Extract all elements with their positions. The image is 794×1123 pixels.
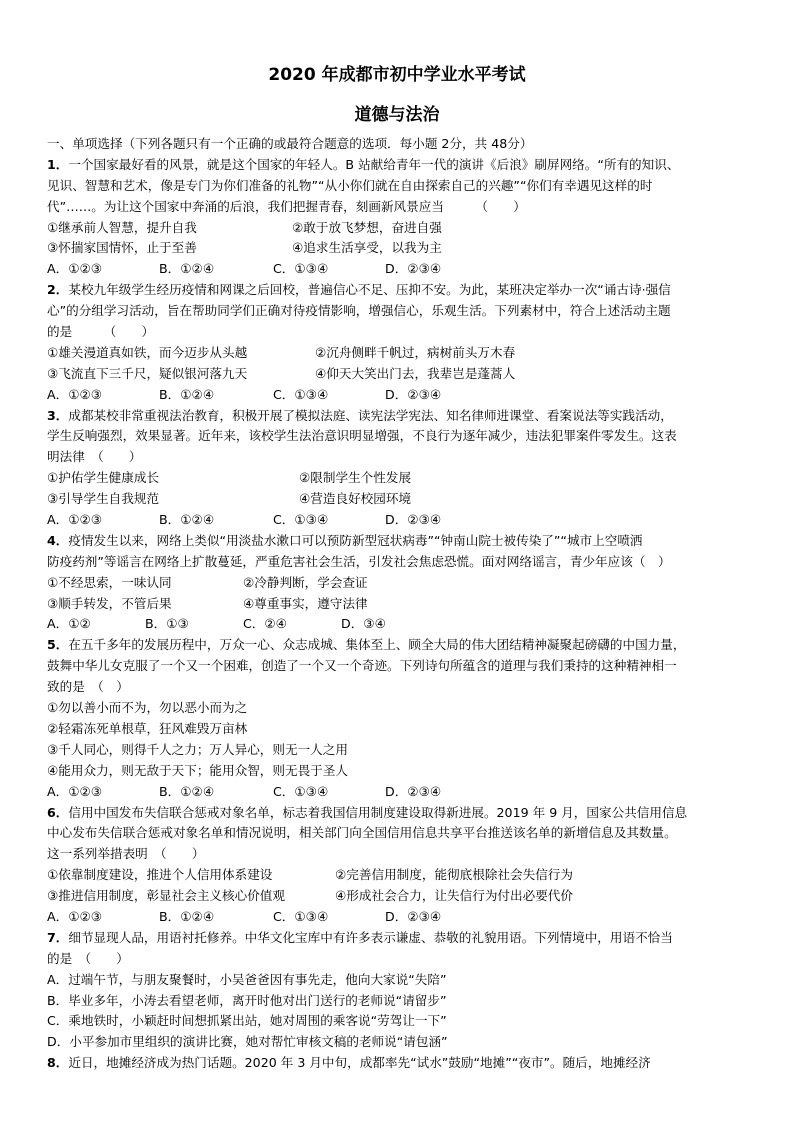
choice-b: B．①②④: [159, 386, 215, 402]
item: ①依靠制度建设，推进个人信用体系建设: [47, 867, 273, 883]
exam-content: [47, 134, 762, 1074]
question-number: 1．: [47, 156, 69, 172]
question-8-line-1: [47, 1053, 762, 1074]
question-6-line-2: 中心发布失信联合惩戒对象名单和情况说明，相关部门向全国信用信息共享平台推送该名单的新增信息及其数量。: [47, 825, 677, 841]
choice-b: B．①②④: [159, 261, 215, 277]
question-7-option-c: C．乘地铁时，小颖赶时间想抓紧出站，她对周围的乘客说“劳驾让一下”: [47, 1013, 447, 1029]
question-1-items-row-1: [47, 218, 762, 239]
question-5-item-1: ①勿以善小而不为，勿以恶小而为之: [47, 700, 248, 716]
question-1-items-row-2: [47, 238, 762, 259]
item: ①继承前人智慧，提升自我: [47, 219, 197, 235]
question-6-choices: [47, 907, 762, 928]
question-2-line-2: 心”的分组学习活动，旨在帮助同学们正确对待疫情影响，增强信心，乐观生活。下列素材中，符合上述活动主题: [47, 303, 671, 319]
item: ④追求生活享受，以我为主: [292, 240, 442, 256]
question-2-line-1: [47, 280, 762, 301]
question-6-items-row-2: [47, 886, 762, 907]
question-1-line-1: [47, 155, 762, 176]
choice-a: A．①②③: [47, 386, 103, 402]
question-number: 2．: [47, 282, 69, 298]
item: ④形成社会合力，让失信行为付出必要代价: [335, 888, 573, 904]
choice-a: A．①②③: [47, 512, 103, 528]
item: ②敢于放飞梦想，奋进自强: [292, 219, 442, 235]
question-2-items-row-1: [47, 343, 762, 364]
question-4-line-1: [47, 531, 762, 552]
choice-a: A．①②③: [47, 783, 103, 799]
question-text: 某校九年级学生经历疫情和网课之后回校，普遍信心不足、压抑不安。为此，某班决定举办一次“诵古诗·强信: [68, 282, 671, 298]
question-number: 3．: [47, 407, 69, 423]
item: ③引导学生自我规范: [47, 491, 160, 507]
question-4-items-row-2: [47, 594, 762, 615]
question-3-choices: [47, 510, 762, 531]
item: ①护佑学生健康成长: [47, 470, 160, 486]
question-3-items-row-1: [47, 468, 762, 489]
question-7-option-b: B．毕业多年，小涛去看望老师，离开时他对出门送行的老师说“请留步”: [47, 992, 447, 1008]
question-7-option-a: A．过端午节，与朋友聚餐时，小吴爸爸因有事先走，他向大家说“失陪”: [47, 971, 447, 987]
question-5-line-1: [47, 635, 762, 656]
question-text: 细节显现人品，用语衬托修养。中华文化宝库中有许多表示谦虚、恭敬的礼貌用语。下列情境中，用语不恰当: [68, 929, 673, 945]
choice-c: C．①③④: [273, 261, 329, 277]
question-4-choices: [47, 614, 762, 635]
question-3-line-3: 明法律 （ ）: [47, 449, 142, 465]
item: ②限制学生个性发展: [299, 470, 412, 486]
question-text: 一个国家最好看的风景，就是这个国家的年轻人。B 站献给青年一代的演讲《后浪》刷屏网络。“所有的知识、: [68, 156, 680, 172]
question-number: 8．: [47, 1055, 69, 1071]
choice-b: B．①②④: [159, 908, 215, 924]
question-number: 5．: [47, 637, 69, 653]
subject-title: 道德与法治: [354, 105, 440, 125]
question-3-line-2: 学生反响强烈，效果显著。近年来，该校学生法治意识明显增强，不良行为逐年减少，违法犯罪案件零发生。这表: [47, 428, 677, 444]
question-5-item-2: ②轻霜冻死单根草，狂风难毁万亩林: [47, 720, 248, 736]
choice-d: D．②③④: [385, 261, 442, 277]
choice-a: A．①②③: [47, 908, 103, 924]
choice-b: B．①②④: [159, 783, 215, 799]
question-text: 近日，地摊经济成为热门话题。2020 年 3 月中旬，成都率先“试水”鼓励“地摊”“夜市”。随后，地摊经济: [68, 1055, 651, 1071]
item: ④尊重事实，遵守法律: [243, 595, 368, 611]
choice-d: D．③④: [341, 616, 386, 632]
question-6-items-row-1: [47, 865, 762, 886]
question-number: 7．: [47, 929, 69, 945]
question-7-option-d: D．小平参加市里组织的演讲比赛，她对帮忙审核文稿的老师说“请包涵”: [47, 1034, 448, 1050]
choice-c: C．①③④: [273, 908, 329, 924]
choice-d: D．②③④: [385, 512, 442, 528]
question-number: 6．: [47, 804, 69, 820]
item: ④仰天大笑出门去，我辈岂是蓬蒿人: [315, 365, 516, 381]
choice-c: C．②④: [243, 616, 287, 632]
question-6-line-1: [47, 803, 762, 824]
question-6-line-3: 这一系列举措表明 （ ）: [47, 846, 205, 862]
item: ②沉舟侧畔千帆过，病树前头万木春: [315, 344, 516, 360]
item: ②冷静判断，学会查证: [243, 574, 368, 590]
choice-d: D．②③④: [385, 783, 442, 799]
question-2-items-row-2: [47, 364, 762, 385]
question-text: 在五千多年的发展历程中，万众一心、众志成城、集体至上、顾全大局的伟大团结精神凝聚起磅礴的中国力量，: [68, 637, 686, 653]
section-heading: 一、单项选择（下列各题只有一个正确的或最符合题意的选项．每小题 2分，共 48分）: [47, 136, 533, 151]
question-2-line-3: 的是 （ ）: [47, 324, 155, 340]
question-7-line-1: [47, 928, 762, 949]
question-5-choices: [47, 782, 762, 803]
choice-c: C．①③④: [273, 386, 329, 402]
question-1-line-3: 代”……。为让这个国家中奔涌的后浪，我们把握青春，刻画新风景应当 （ ）: [47, 198, 526, 214]
item: ③顺手转发，不管后果: [47, 595, 172, 611]
question-1-line-2: 见识、智慧和艺术，像是专门为你们准备的礼物”“从小你们就在自由探索自己的兴趣”“你们有幸遇见这样的时: [47, 177, 653, 193]
choice-c: C．①③④: [273, 512, 329, 528]
question-5-item-4: ④能用众力，则无敌于天下；能用众智，则无畏于圣人: [47, 762, 348, 778]
question-3-items-row-2: [47, 489, 762, 510]
item: ②完善信用制度，能彻底根除社会失信行为: [335, 867, 573, 883]
question-5-line-3: 致的是 （ ）: [47, 679, 129, 695]
choice-a: A．①②: [47, 616, 91, 632]
question-text: 信用中国发布失信联合惩戒对象名单，标志着我国信用制度建设取得新进展。2019 年 9 月，国家公共信用信息: [68, 804, 688, 820]
exam-title: 2020 年成都市初中学业水平考试: [268, 65, 526, 85]
question-7-line-2: 的是 （ ）: [47, 950, 129, 966]
item: ③怀揣家国情怀，止于至善: [47, 240, 197, 256]
question-5-line-2: 鼓舞中华儿女克服了一个又一个困难，创造了一个又一个奇迹。下列诗句所蕴含的道理与我们秉持的这种精神相一: [47, 658, 677, 674]
choice-a: A．①②③: [47, 261, 103, 277]
item: ①雄关漫道真如铁，而今迈步从头越: [47, 344, 248, 360]
item: ①不经思索，一味认同: [47, 574, 172, 590]
question-2-choices: [47, 385, 762, 406]
item: ④营造良好校园环境: [299, 491, 412, 507]
question-4-line-2: 防疫药剂”等谣言在网络上扩散蔓延，严重危害社会生活，引发社会焦虑恐慌。面对网络谣言，青少年应该（ ）: [47, 553, 671, 569]
choice-b: B．①②④: [159, 512, 215, 528]
choice-d: D．②③④: [385, 908, 442, 924]
question-5-item-3: ③千人同心，则得千人之力；万人异心，则无一人之用: [47, 741, 348, 757]
item: ③推进信用制度，彰显社会主义核心价值观: [47, 888, 285, 904]
choice-b: B．①③: [145, 616, 189, 632]
question-1-choices: [47, 259, 762, 280]
choice-c: C．①③④: [273, 783, 329, 799]
question-4-items-row-1: [47, 573, 762, 594]
item: ③飞流直下三千尺，疑似银河落九天: [47, 365, 248, 381]
question-text: 疫情发生以来，网络上类似“用淡盐水漱口可以预防新型冠状病毒”“钟南山院士被传染了”“城市上空喷洒: [68, 532, 643, 548]
choice-d: D．②③④: [385, 386, 442, 402]
question-3-line-1: [47, 406, 762, 427]
question-number: 4．: [47, 532, 69, 548]
question-text: 成都某校非常重视法治教育，积极开展了模拟法庭、读宪法学宪法、知名律师进课堂、看案说法等实践活动，: [68, 407, 673, 423]
